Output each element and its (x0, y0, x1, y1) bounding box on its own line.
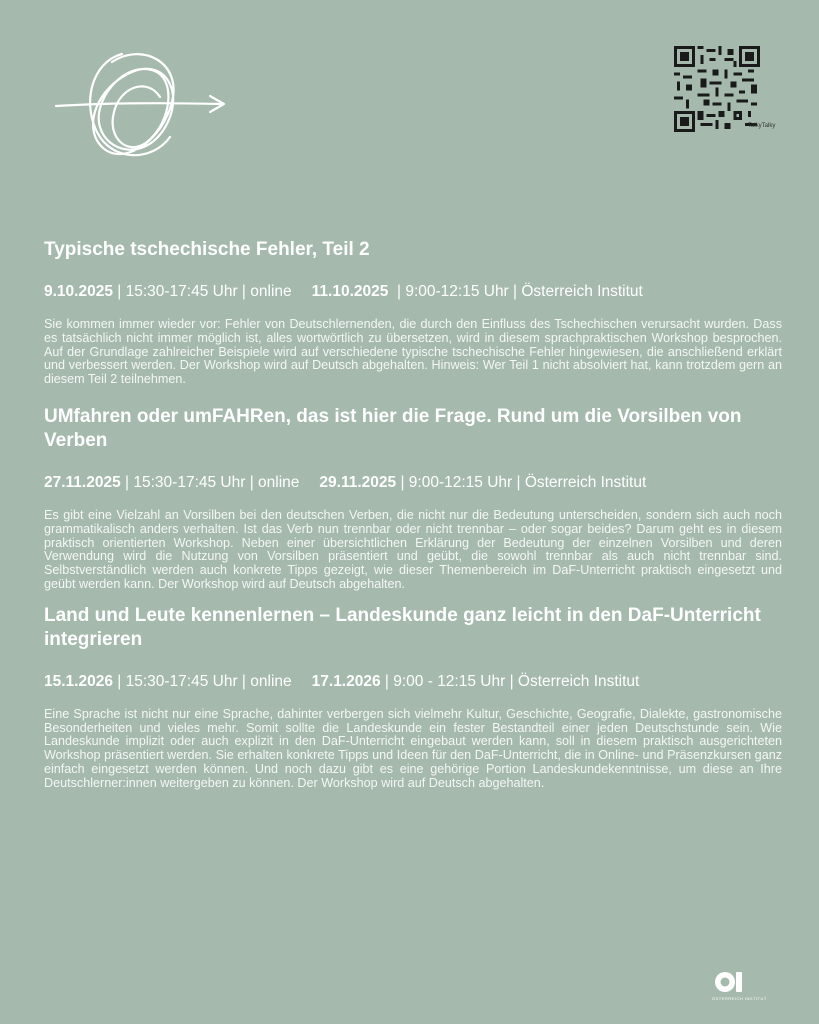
workshop-1 (44, 238, 782, 387)
workshop-description: Eine Sprache ist nicht nur eine Sprache, dahinter verbergen sich vielmehr Kultur, Geschichte, Geografie, Dialekte, gastronomische Besonderheiten und vieles mehr. Somit sollte die Landeskunde ein fester Bestandteil einer jeden Deutschstunde sein. Wie Landeskunde implizit oder auch explizit in den DaF-Unterricht eingebaut werden kann, soll in diesem praktisch ausgerichteten Workshop präsentiert werden. Sie erhalten konkrete Tipps und Ideen für den DaF-Unterricht, die in Online- und Präsenzkursen ganz einfach eingesetzt werden können. Und noch dazu gibt es eine gehörige Portion Landeskundekenntnisse, um diese an Ihre Deutschlerner:innen weitergeben zu können. Der Workshop wird auf Deutsch abgehalten. (44, 706, 782, 790)
date-onsite-details: | 9:00 - 12:15 Uhr | Österreich Institut (380, 672, 640, 690)
workshop-title: Typische tschechische Fehler, Teil 2 (44, 239, 370, 260)
date-onsite-details: | 9:00-12:15 Uhr | Österreich Institut (388, 283, 643, 300)
footer-logo-text: ÖSTERREICH INSTITUT (712, 996, 767, 1001)
workshop-title: UMfahren oder umFAHRen, das ist hier die Frage. Rund um die Vorsilben von Verben (44, 405, 742, 451)
workshop-2 (44, 405, 782, 592)
workshop-list (44, 238, 782, 791)
scribble-arrow-icon (52, 42, 232, 172)
qr-caption: TalkyTalky (748, 123, 776, 129)
workshop-dates (44, 282, 782, 302)
date-online: 15.1.2026 (44, 672, 113, 690)
date-online-details: | 15:30-17:45 Uhr | online (112, 283, 292, 300)
date-online-details: | 15:30-17:45 Uhr | online (120, 473, 300, 491)
qr-code-icon[interactable] (674, 46, 760, 132)
workshop-description: Sie kommen immer wieder vor: Fehler von Deutschlernenden, die durch den Einfluss des Tschechischen verursacht wurden. Dass es tatsächlich nicht immer möglich ist, alles wortwörtlich zu übersetzen, wird in diesem sprachpraktischen Workshop besprochen. Auf der Grundlage zahlreicher Beispiele wird auf verschiedene typische tschechische Fehler hingewiesen, die anschließend erklärt und verbessert werden. Der Workshop wird auf Deutsch abgehalten. Hinweis: Wer Teil 1 nicht absolviert hat, kann trotzdem gern an diesem Teil 2 teilnehmen. (44, 317, 782, 387)
date-online: 27.11.2025 (44, 473, 121, 491)
date-onsite: 29.11.2025 (319, 473, 397, 491)
workshop-dates (44, 473, 782, 493)
date-onsite: 11.10.2025 (311, 283, 389, 300)
workshop-3 (44, 604, 782, 791)
workshop-dates (44, 672, 782, 692)
date-onsite: 17.1.2026 (311, 672, 381, 690)
date-online: 9.10.2025 (44, 283, 113, 300)
date-online-details: | 15:30-17:45 Uhr | online (112, 672, 292, 690)
workshop-description: Es gibt eine Vielzahl an Vorsilben bei den deutschen Verben, die nicht nur die Bedeutung unterscheiden, sondern sich auch noch grammatikalisch anders verhalten. Ist das Verb nun trennbar oder nicht trennbar – oder sogar beides? Darum geht es in diesem praktisch orientierten Workshop. Neben einer übersichtlichen Erklärung der Bedeutung der einzelnen Vorsilben und deren Verwendung wird die Nutzung von Vorsilben präsentiert und geübt, die sowohl trennbar als auch nicht trennbar sind. Selbstverständlich werden auch konkrete Tipps gezeigt, wie dieser Themenbereich im DaF-Unterricht praktisch eingesetzt und geübt werden kann. Der Workshop wird auf Deutsch abgehalten. (44, 507, 782, 591)
workshop-title: Land und Leute kennenlernen – Landeskunde ganz leicht in den DaF-Unterricht integrieren (44, 604, 761, 650)
date-onsite-details: | 9:00-12:15 Uhr | Österreich Institut (396, 473, 647, 491)
